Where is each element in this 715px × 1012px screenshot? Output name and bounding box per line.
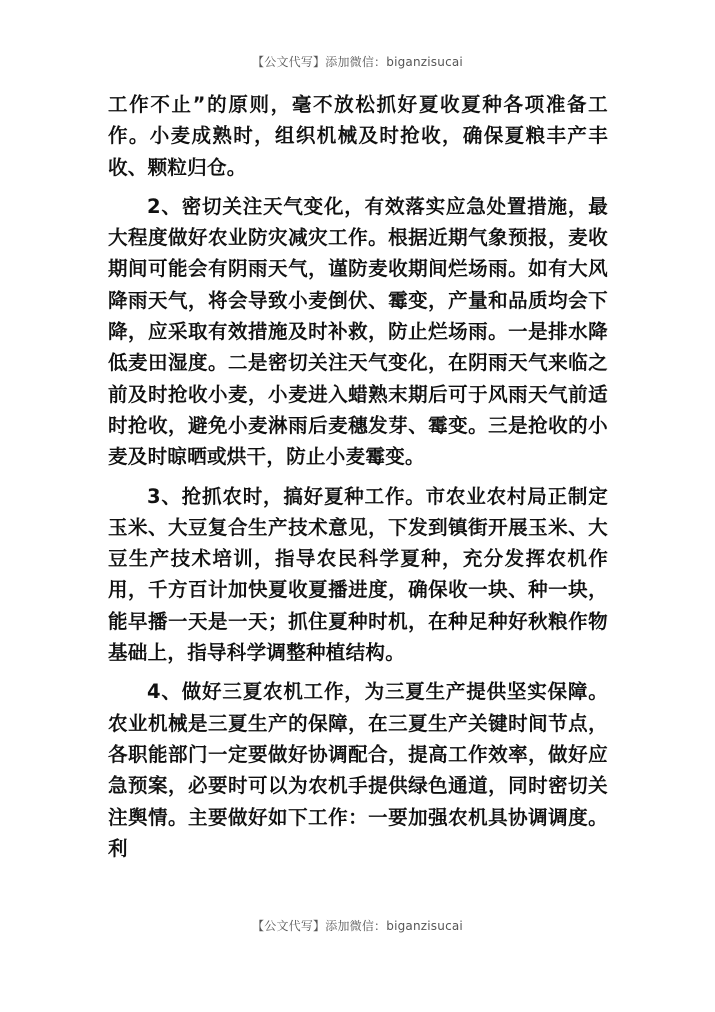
paragraph-agricultural-machinery: 4、做好三夏农机工作，为三夏生产提供坚实保障。农业机械是三夏生产的保障，在三夏生产关键时间节点，各职能部门一定要做好协调配合，提高工作效率，做好应急预案，必要时可以为农机手提供绿色通道，同时密切关注舆情。主要做好如下工作：一要加强农机具协调调度。利 [108,680,608,860]
header-watermark: 【公文代写】添加微信：biganzisucai [252,55,463,69]
paragraph-weather: 2、密切关注天气变化，有效落实应急处置措施，最大程度做好农业防灾减灾工作。根据近期气象预报，麦收期间可能会有阴雨天气，谨防麦收期间烂场雨。如有大风降雨天气，将会导致小麦倒伏、霉变，产量和品质均会下降，应采取有效措施及时补救，防止烂场雨。一是排水降低麦田湿度。二是密切关注天气变化，在阴雨天气来临之前及时抢收小麦，小麦进入蜡熟末期后可于风雨天气前适时抢收，避免小麦淋雨后麦穗发芽、霉变。三是抢收的小麦及时晾晒或烘干，防止小麦霉变。 [108,194,608,469]
footer-watermark: 【公文代写】添加微信：biganzisucai [252,919,463,933]
paragraph-summer-planting: 3、抢抓农时，搞好夏种工作。市农业农村局正制定玉米、大豆复合生产技术意见，下发到镇街开展玉米、大豆生产技术培训，指导农民科学夏种，充分发挥农机作用，千方百计加快夏收夏播进度，确保收一块、种一块，能早播一天是一天；抓住夏种时机，在种足种好秋粮作物基础上，指导科学调整种植结构。 [108,484,608,665]
document-body [108,89,608,872]
paragraph-continuation: 工作不止”的原则，毫不放松抓好夏收夏种各项准备工作。小麦成熟时，组织机械及时抢收，确保夏粮丰产丰收、颗粒归仓。 [108,93,608,179]
